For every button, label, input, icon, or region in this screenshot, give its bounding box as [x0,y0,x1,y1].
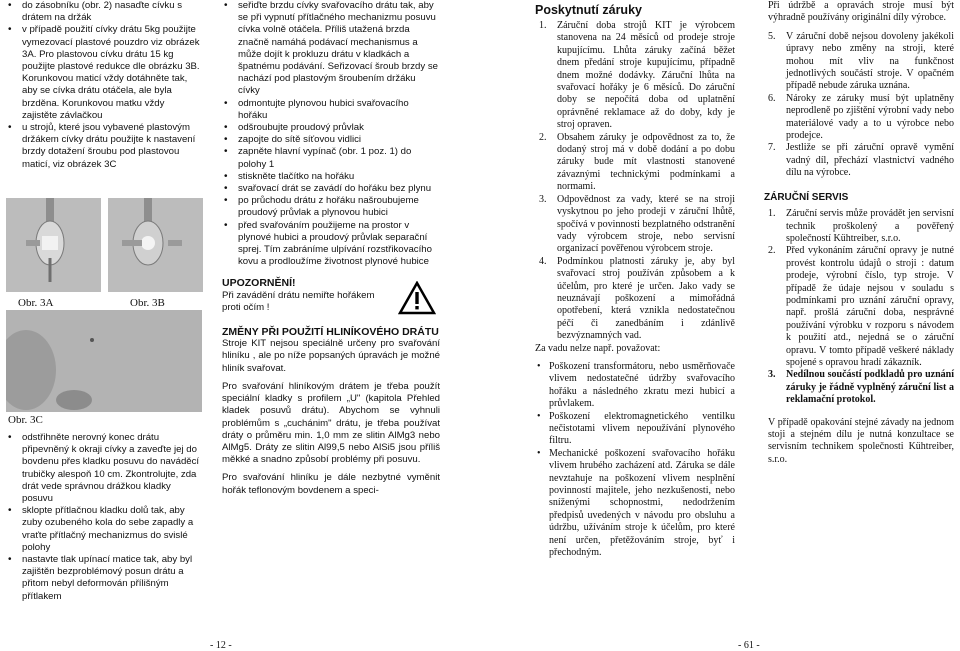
list-item: • u strojů, které jsou vybavené plastovým držákem cívky drátu použijte k nastavení brzdy dotažení šroubu pod plastovou maticí, viz obrázek 3C [6,122,202,171]
list-item: • zapojte do sítě síťovou vidlici [222,134,440,146]
warranty-list-continued [764,31,954,180]
aluminium-paragraph: Pro svařování hliníkovým drátem je třeba použít speciální kladky s profilem „U" (kapitola Přehled kladek posuvů drátu). Abychom se vyhnuli problémům s „cuchánim" drátu, je třeba používat dráty o průměru min. 1,0 mm ze slitin AlMg3 nebo AlMg5. Dráty ze slitin Al99,5 nebo AlSi5 jsou příliš měkké a snadno způsobí problémy při posuvu. [222,380,440,466]
list-item: 1. Záruční servis může provádět jen servisní technik proškolený a pověřený společností Kühtreiber, s.r.o. [768,208,954,244]
list-item: • nastavte tlak upínací matice tak, aby byl zajištěn bezproblémový posun drátu a přitom nebyl deformován přílišným přítlakem [6,554,202,603]
list-item: • sklopte přítlačnou kladku dolů tak, aby zuby ozubeného kola do sebe zapadly a vraťte přítlačný mechanizmus do svislé polohy [6,505,202,554]
list-item: 6. Nároky ze záruky musí být uplatněny neprodleně po zjištění výrobní vady nebo materiálové vady a to u výrobce nebo prodejce. [768,92,954,142]
spool-holder-3c-icon [6,310,202,412]
warning-text: Při zavádění drátu nemiřte hořákem proti očím ! [222,289,375,313]
aluminium-paragraph: Pro svařování hliníku je dále nezbytné vyměnit hořák teflonovým bovdenem a speci- [222,472,440,496]
left-page-col1-bottom [6,432,202,603]
left-page-col2 [222,0,440,497]
list-item: • seřiďte brzdu cívky svařovacího drátu tak, aby se při vypnutí přítlačného mechanizmu posuvu cívka volně otáčela. Příliš utažená brzda značně namáhá podávací mechanismus a může dojít k prokluzu drátu v kladkách a špatnému podávání. Seřizovací šroub brzdy se nachází pod plastovým šroubením držáku cívky [222,0,440,98]
service-list [764,208,954,407]
list-item: • po průchodu drátu z hořáku našroubujeme proudový průvlak a plynovou hubici [222,195,440,219]
closing-paragraph: V případě opakování stejné závady na jednom stoji a stejném dílu je nutná konzultace se servisním technikem společnosti Kühtreiber, s.r.o. [768,416,954,465]
list-item: • Poškození elektromagnetického ventilku nečistotami vlivem nepoužívání plynového filtru. [535,411,735,448]
defects-intro: Za vadu nelze např. považovat: [535,342,661,354]
warning-triangle-icon [398,281,436,315]
list-item: • odšroubujte proudový průvlak [222,122,440,134]
list-item: • Mechanické poškození svařovacího hořáku vlivem hrubého zacházení atd. Záruka se dále nevztahuje na poškození vlivem nesplnění povinností majitele, jeho nezkušenosti, nebo sníženými schopnostmi, nedodržením předpisů uvedených v návodu pro obsluhu a údržbu, užíváním stroje k účelům, pro které není určen, přetěžováním stroje, byť i přechodným. [535,448,735,560]
spool-holder-3b-icon [108,198,203,292]
warranty-title: Poskytnutí záruky [535,3,642,17]
list-item: • v případě použití cívky drátu 5kg použijte vymezovací plastové pouzdro viz obrázek 3A. Pro plastovou cívku drátu 15 kg použijte plastové redukce dle obrázku 3B. Korunkovou maticí vždy dotáhněte tak, aby se cívka drátu otáčela, ale byla brzděna. Korunkovou matku vždy zajistěte závlačkou [6,24,202,122]
page-number-left: - 12 - [210,640,232,651]
list-item: • zapněte hlavní vypínač (obr. 1 poz. 1) do polohy 1 [222,146,440,170]
figure-caption-3a: Obr. 3A [18,297,54,309]
list-item: • do zásobníku (obr. 2) nasaďte cívku s drátem na držák [6,0,202,24]
list-item: 1. Záruční doba strojů KIT je výrobcem stanovena na 24 měsíců od prodeje stroje kupujícímu. Lhůta záruky začíná běžet dnem předání stroje kupujícímu, případně dnem možné dodávky. Záruční lhůta na svařovací hořáky je 6 měsíců. Do záruční doby se nepočítá doba od uplatnění oprávněné reklamace až do doby, kdy je stroj opraven. [539,20,735,131]
list-item: 4. Podmínkou platnosti záruky je, aby byl svařovací stroj používán způsobem a k účelům, pro které je určen. Jako vady se neuznávají poškození a mimořádná opotřebení, která vznikla nedostatečnou péčí či zanedbáním i zdánlivě bezvýznamných vad. [539,255,735,342]
warning-block [222,277,440,314]
service-title: ZÁRUČNÍ SERVIS [764,191,849,203]
list-item: • svařovací drát se zavádí do hořáku bez plynu [222,183,440,195]
list-item: 3. Nedílnou součástí podkladů pro uznání záruky je řádně vyplněný záruční list a reklamační protokol. [768,369,954,406]
figure-caption-3b: Obr. 3B [130,297,165,309]
wire-bullet-list [6,432,202,603]
defects-list [535,361,735,560]
threading-bullet-list [222,0,440,268]
spool-bullet-list [6,0,202,171]
list-item: • stiskněte tlačítko na hořáku [222,171,440,183]
aluminium-section-title: ZMĚNY PŘI POUŽITÍ HLINÍKOVÉHO DRÁTU [222,326,439,339]
list-item: 7. Jestliže se při záruční opravě vymění vadný díl, přechází vlastnictví vadného dílu na výrobce. [768,142,954,179]
list-item: • před svařováním použijeme na prostor v plynové hubici a proudový průvlak separační sprej. Tím zabráníme ulpívání rozstřikovacího kovu a prodloužíme životnost plynové hubice [222,220,440,269]
maintenance-intro: Při údržbě a opravách stroje musí být výhradně používány originální díly výrobce. [768,0,954,24]
list-item: 3. Odpovědnost za vady, které se na stroji vyskytnou po jeho prodeji v záruční lhůtě, spočívá v povinnosti bezplatného odstranění vady výrobcem stroje, nebo servisní organizací pověřenou výrobcem stroje. [539,193,735,255]
warranty-list [535,20,735,343]
list-item: • odmontujte plynovou hubici svařovacího hořáku [222,98,440,122]
left-page-col1 [6,0,202,171]
list-item: 2. Obsahem záruky je odpovědnost za to, že dodaný stroj má v době dodání a po dobu záruky bude mít vlastnosti stanovené závaznými technickými podmínkami a normami. [539,131,735,193]
list-item: • Poškození transformátoru, nebo usměrňovače vlivem nedostatečné údržby svařovacího hořáku a následného zkratu mezi hubicí a průvlakem. [535,361,735,411]
list-item: 5. V záruční době nejsou dovoleny jakékoli úpravy nebo změny na stroji, které mohou mít vliv na funkčnost jednotlivých součástí stroje. V opačném případě nebude záruka uznána. [768,30,954,92]
spool-holder-3a-icon [6,198,101,292]
photo-3c [6,310,202,412]
list-item: 2. Před vykonáním záruční opravy je nutné provést kontrolu údajů o stroji : datum prodeje, výrobní číslo, typ stroje. V případě že údaje nejsou v souladu s podmínkami pro uznání záruční opravy, např. prošlá záruční doba, nesprávné používání výrobku v rozporu s návodem k použití atd., nejedná se o záruční opravu. V tomto případě veškeré náklady spojené s opravou hradí zákazník. [768,245,954,368]
page-number-right: - 61 - [738,640,760,651]
list-item: • odstřihněte nerovný konec drátu připevněný k okraji cívky a zaveďte jej do bovdenu přes kladku posuvu do naváděcí trubičky alespoň 10 cm. Zkontrolujte, zda drát vede správnou drážkou kladky posuvu [6,432,202,505]
photo-3b [108,198,203,292]
right-page-col3 [535,0,735,559]
photo-3a [6,198,101,292]
warning-title: UPOZORNĚNÍ! [222,277,296,290]
right-page-col4 [764,0,954,466]
figure-caption-3c: Obr. 3C [8,414,43,426]
aluminium-paragraph: Stroje KIT nejsou speciálně určeny pro svařování hliníku , ale po níže popsaných úpravách je možné hliník svařovat. [222,338,440,374]
